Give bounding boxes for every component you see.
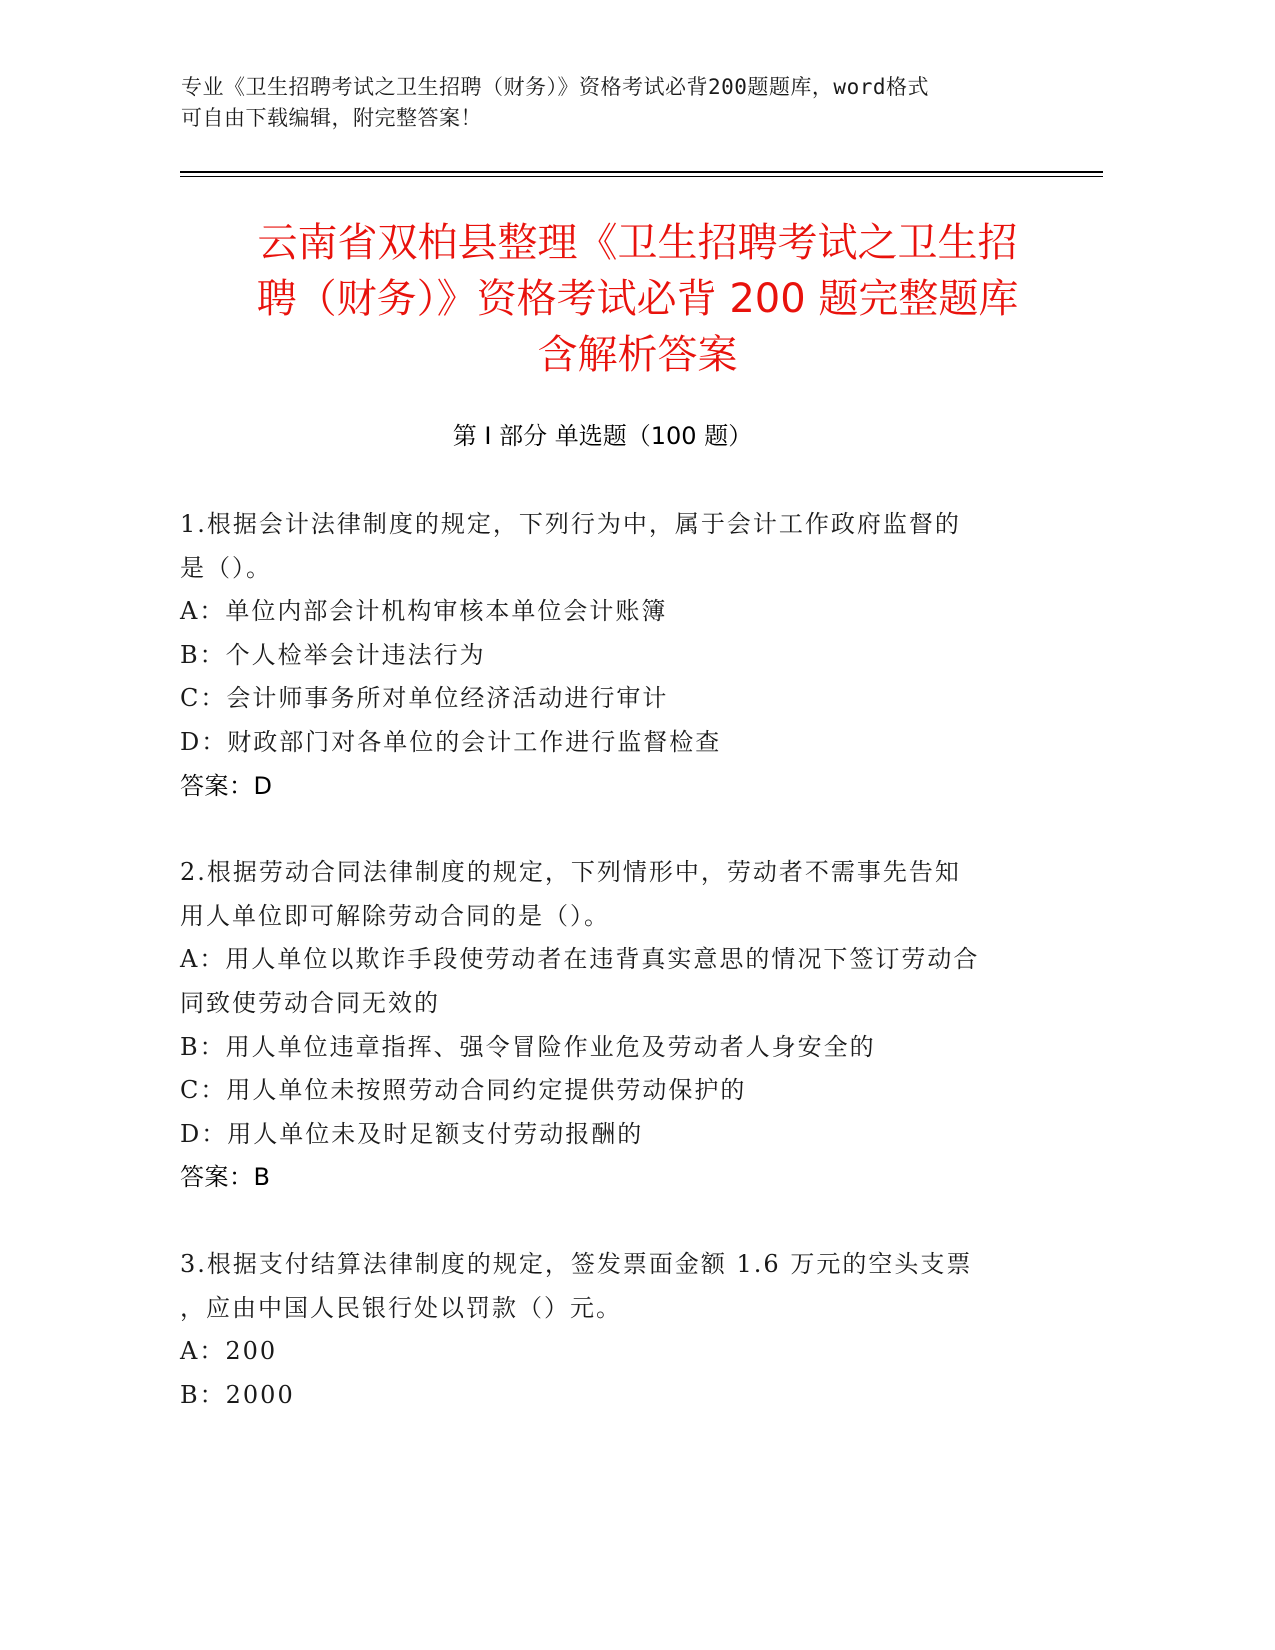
header-divider-thin [180,176,1103,177]
header-divider-thick [180,171,1103,173]
section-heading: 第 I 部分 单选题（100 题） [452,422,753,450]
question-2 [180,851,1060,1200]
question-stem-line: 1.根据会计法律制度的规定，下列行为中，属于会计工作政府监督的 [180,510,961,538]
option-a: A：200 [180,1337,278,1366]
question-list [180,503,1060,1460]
option-d: D：财政部门对各单位的会计工作进行监督检查 [180,727,722,756]
option-d: D：用人单位未及时足额支付劳动报酬的 [180,1119,644,1148]
option-a-continued: 同致使劳动合同无效的 [180,988,440,1017]
title-line: 聘（财务）》资格考试必背 200 题完整题库 [256,276,1019,322]
question-stem-line: ，应由中国人民银行处以罚款（）元。 [180,1293,622,1322]
question-stem-line: 是（）。 [180,553,272,582]
option-b: B：用人单位违章指挥、强令冒险作业危及劳动者人身安全的 [180,1032,876,1061]
title-line: 含解析答案 [537,332,738,378]
option-b: B：个人检举会计违法行为 [180,640,486,669]
header-note-line: 可自由下载编辑，附完整答案！ [181,106,482,130]
document-title [140,215,1135,383]
title-line: 云南省双柏县整理《卫生招聘考试之卫生招 [257,220,1018,266]
question-stem-line: 用人单位即可解除劳动合同的是（）。 [180,901,610,930]
option-c: C：会计师事务所对单位经济活动进行审计 [180,684,669,713]
header-note-line: 专业《卫生招聘考试之卫生招聘（财务）》资格考试必背200题题库，word格式 [181,75,929,99]
option-a: A：用人单位以欺诈手段使劳动者在违背真实意思的情况下签订劳动合 [180,945,980,974]
question-1 [180,503,1060,808]
answer-line: 答案：D [180,771,273,800]
header-note [181,72,1041,134]
option-b: B：2000 [180,1380,295,1409]
answer-line: 答案：B [180,1163,271,1192]
question-stem-line: 2.根据劳动合同法律制度的规定，下列情形中，劳动者不需事先告知 [180,858,961,887]
question-stem-line: 3.根据支付结算法律制度的规定，签发票面金额 1.6 万元的空头支票 [180,1249,973,1278]
option-a: A：单位内部会计机构审核本单位会计账簿 [180,597,668,626]
question-3 [180,1243,1060,1417]
option-c: C：用人单位未按照劳动合同约定提供劳动保护的 [180,1076,747,1105]
